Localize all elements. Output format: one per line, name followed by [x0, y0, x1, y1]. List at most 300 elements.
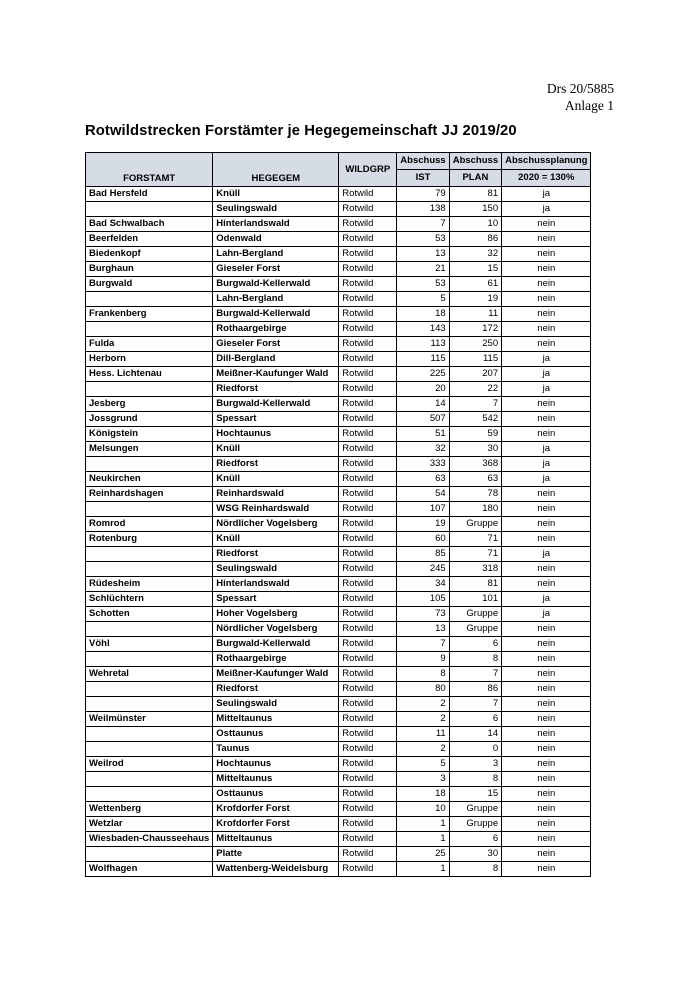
cell-hegegem: Hinterlandswald: [213, 577, 339, 592]
cell-abschuss-plan: 59: [449, 427, 501, 442]
cell-abschussplanung: ja: [502, 457, 591, 472]
cell-abschussplanung: nein: [502, 277, 591, 292]
cell-abschuss-plan: Gruppe: [449, 607, 501, 622]
table-row: [86, 547, 591, 562]
cell-abschuss-plan: 61: [449, 277, 501, 292]
cell-abschussplanung: nein: [502, 682, 591, 697]
cell-forstamt: Jesberg: [86, 397, 213, 412]
cell-forstamt: Neukirchen: [86, 472, 213, 487]
cell-abschussplanung: nein: [502, 577, 591, 592]
cell-abschussplanung: nein: [502, 262, 591, 277]
cell-wildgrp: Rotwild: [339, 472, 397, 487]
cell-abschussplanung: ja: [502, 367, 591, 382]
cell-hegegem: Mitteltaunus: [213, 772, 339, 787]
cell-wildgrp: Rotwild: [339, 292, 397, 307]
cell-wildgrp: Rotwild: [339, 202, 397, 217]
cell-forstamt: [86, 652, 213, 667]
table-row: [86, 577, 591, 592]
cell-hegegem: Seulingswald: [213, 562, 339, 577]
table-row: [86, 742, 591, 757]
cell-forstamt: [86, 382, 213, 397]
cell-abschuss-ist: 14: [397, 397, 449, 412]
cell-abschuss-ist: 18: [397, 307, 449, 322]
cell-abschuss-plan: 15: [449, 787, 501, 802]
cell-abschussplanung: ja: [502, 592, 591, 607]
cell-wildgrp: Rotwild: [339, 187, 397, 202]
cell-forstamt: [86, 727, 213, 742]
cell-abschuss-ist: 2: [397, 742, 449, 757]
cell-abschuss-ist: 2: [397, 697, 449, 712]
cell-abschuss-plan: 71: [449, 547, 501, 562]
table-row: [86, 697, 591, 712]
header-plan-bottom: PLAN: [449, 170, 501, 187]
cell-hegegem: Taunus: [213, 742, 339, 757]
cell-hegegem: Riedforst: [213, 682, 339, 697]
table-body: [86, 187, 591, 877]
cell-abschuss-ist: 105: [397, 592, 449, 607]
cell-abschuss-plan: 8: [449, 862, 501, 877]
cell-hegegem: Knüll: [213, 442, 339, 457]
cell-abschussplanung: nein: [502, 757, 591, 772]
cell-abschuss-plan: 150: [449, 202, 501, 217]
cell-hegegem: Odenwald: [213, 232, 339, 247]
cell-abschuss-plan: Gruppe: [449, 802, 501, 817]
cell-forstamt: Wettenberg: [86, 802, 213, 817]
cell-hegegem: Rothaargebirge: [213, 652, 339, 667]
cell-forstamt: [86, 682, 213, 697]
cell-forstamt: Bad Hersfeld: [86, 187, 213, 202]
cell-abschuss-plan: 115: [449, 352, 501, 367]
cell-hegegem: Burgwald-Kellerwald: [213, 637, 339, 652]
cell-abschussplanung: nein: [502, 247, 591, 262]
cell-abschuss-ist: 138: [397, 202, 449, 217]
cell-abschuss-plan: 81: [449, 187, 501, 202]
table-row: [86, 187, 591, 202]
table-row: [86, 517, 591, 532]
cell-forstamt: Schotten: [86, 607, 213, 622]
cell-wildgrp: Rotwild: [339, 577, 397, 592]
table-row: [86, 337, 591, 352]
cell-abschussplanung: ja: [502, 472, 591, 487]
cell-wildgrp: Rotwild: [339, 742, 397, 757]
cell-abschuss-plan: 7: [449, 667, 501, 682]
cell-abschuss-plan: 172: [449, 322, 501, 337]
cell-abschuss-ist: 1: [397, 832, 449, 847]
cell-hegegem: Platte: [213, 847, 339, 862]
table-row: [86, 277, 591, 292]
cell-hegegem: Burgwald-Kellerwald: [213, 397, 339, 412]
cell-hegegem: Rothaargebirge: [213, 322, 339, 337]
cell-abschuss-ist: 51: [397, 427, 449, 442]
cell-abschuss-plan: 207: [449, 367, 501, 382]
table-row: [86, 532, 591, 547]
cell-abschuss-ist: 13: [397, 622, 449, 637]
cell-wildgrp: Rotwild: [339, 337, 397, 352]
table-row: [86, 622, 591, 637]
cell-abschussplanung: nein: [502, 337, 591, 352]
cell-wildgrp: Rotwild: [339, 382, 397, 397]
cell-hegegem: Riedforst: [213, 457, 339, 472]
cell-abschuss-ist: 7: [397, 217, 449, 232]
cell-forstamt: Wetzlar: [86, 817, 213, 832]
cell-abschuss-plan: 11: [449, 307, 501, 322]
table-row: [86, 232, 591, 247]
cell-forstamt: Wolfhagen: [86, 862, 213, 877]
cell-abschussplanung: nein: [502, 697, 591, 712]
cell-forstamt: Frankenberg: [86, 307, 213, 322]
cell-wildgrp: Rotwild: [339, 622, 397, 637]
cell-abschussplanung: nein: [502, 652, 591, 667]
header-wildgrp: WILDGRP: [339, 153, 397, 187]
cell-abschuss-plan: 32: [449, 247, 501, 262]
cell-abschuss-plan: 8: [449, 652, 501, 667]
cell-wildgrp: Rotwild: [339, 442, 397, 457]
cell-abschussplanung: nein: [502, 517, 591, 532]
cell-forstamt: Melsungen: [86, 442, 213, 457]
cell-hegegem: Hinterlandswald: [213, 217, 339, 232]
cell-abschuss-plan: 86: [449, 232, 501, 247]
table-row: [86, 607, 591, 622]
table-row: [86, 502, 591, 517]
cell-wildgrp: Rotwild: [339, 757, 397, 772]
table-row: [86, 442, 591, 457]
cell-abschussplanung: ja: [502, 607, 591, 622]
cell-wildgrp: Rotwild: [339, 502, 397, 517]
cell-abschuss-plan: 250: [449, 337, 501, 352]
cell-wildgrp: Rotwild: [339, 547, 397, 562]
cell-abschuss-ist: 25: [397, 847, 449, 862]
table-header: [86, 153, 591, 187]
header-ist-top: Abschuss: [397, 153, 449, 170]
cell-hegegem: Lahn-Bergland: [213, 247, 339, 262]
table-row: [86, 427, 591, 442]
cell-forstamt: Wiesbaden-Chausseehaus: [86, 832, 213, 847]
table-row: [86, 862, 591, 877]
cell-abschussplanung: nein: [502, 727, 591, 742]
cell-abschuss-ist: 20: [397, 382, 449, 397]
cell-abschuss-ist: 5: [397, 292, 449, 307]
cell-abschuss-plan: Gruppe: [449, 622, 501, 637]
table-row: [86, 292, 591, 307]
cell-abschussplanung: nein: [502, 397, 591, 412]
cell-abschussplanung: nein: [502, 322, 591, 337]
cell-forstamt: [86, 322, 213, 337]
table-row: [86, 202, 591, 217]
cell-wildgrp: Rotwild: [339, 532, 397, 547]
cell-abschuss-ist: 2: [397, 712, 449, 727]
cell-forstamt: Weilrod: [86, 757, 213, 772]
cell-abschussplanung: nein: [502, 712, 591, 727]
cell-abschussplanung: nein: [502, 817, 591, 832]
cell-abschussplanung: nein: [502, 787, 591, 802]
cell-abschuss-plan: 101: [449, 592, 501, 607]
cell-hegegem: Wattenberg-Weidelsburg: [213, 862, 339, 877]
cell-wildgrp: Rotwild: [339, 592, 397, 607]
cell-forstamt: [86, 847, 213, 862]
cell-abschuss-plan: 30: [449, 442, 501, 457]
cell-abschussplanung: nein: [502, 802, 591, 817]
cell-wildgrp: Rotwild: [339, 862, 397, 877]
table-row: [86, 637, 591, 652]
cell-abschussplanung: ja: [502, 202, 591, 217]
cell-forstamt: Rotenburg: [86, 532, 213, 547]
cell-abschussplanung: ja: [502, 352, 591, 367]
cell-abschuss-ist: 9: [397, 652, 449, 667]
cell-wildgrp: Rotwild: [339, 247, 397, 262]
cell-abschuss-plan: 8: [449, 772, 501, 787]
cell-abschuss-ist: 113: [397, 337, 449, 352]
cell-hegegem: Hochtaunus: [213, 427, 339, 442]
table-row: [86, 322, 591, 337]
cell-abschuss-plan: 3: [449, 757, 501, 772]
cell-hegegem: Spessart: [213, 592, 339, 607]
cell-forstamt: [86, 787, 213, 802]
cell-forstamt: [86, 202, 213, 217]
cell-forstamt: Hess. Lichtenau: [86, 367, 213, 382]
cell-abschuss-plan: 0: [449, 742, 501, 757]
cell-wildgrp: Rotwild: [339, 457, 397, 472]
cell-abschussplanung: nein: [502, 562, 591, 577]
cell-abschussplanung: ja: [502, 382, 591, 397]
header-plan-top: Abschuss: [449, 153, 501, 170]
cell-forstamt: [86, 562, 213, 577]
cell-abschussplanung: nein: [502, 832, 591, 847]
cell-abschuss-plan: 542: [449, 412, 501, 427]
table-row: [86, 367, 591, 382]
table-row: [86, 712, 591, 727]
cell-abschuss-ist: 7: [397, 637, 449, 652]
cell-hegegem: Burgwald-Kellerwald: [213, 277, 339, 292]
header-forstamt: FORSTAMT: [86, 153, 213, 187]
cell-hegegem: Seulingswald: [213, 697, 339, 712]
cell-abschussplanung: nein: [502, 217, 591, 232]
cell-forstamt: [86, 457, 213, 472]
cell-abschuss-plan: 368: [449, 457, 501, 472]
cell-abschussplanung: ja: [502, 442, 591, 457]
cell-hegegem: Osttaunus: [213, 727, 339, 742]
table-row: [86, 562, 591, 577]
cell-abschuss-plan: 81: [449, 577, 501, 592]
table-row: [86, 817, 591, 832]
cell-abschuss-plan: 15: [449, 262, 501, 277]
cell-wildgrp: Rotwild: [339, 427, 397, 442]
cell-wildgrp: Rotwild: [339, 352, 397, 367]
cell-forstamt: Bad Schwalbach: [86, 217, 213, 232]
cell-forstamt: Wehretal: [86, 667, 213, 682]
cell-forstamt: Schlüchtern: [86, 592, 213, 607]
cell-abschussplanung: nein: [502, 307, 591, 322]
cell-hegegem: Burgwald-Kellerwald: [213, 307, 339, 322]
cell-abschuss-plan: 19: [449, 292, 501, 307]
cell-forstamt: [86, 622, 213, 637]
document-reference: [547, 80, 614, 114]
cell-hegegem: Reinhardswald: [213, 487, 339, 502]
cell-abschussplanung: ja: [502, 547, 591, 562]
cell-wildgrp: Rotwild: [339, 487, 397, 502]
cell-abschuss-plan: 7: [449, 397, 501, 412]
cell-abschuss-ist: 53: [397, 277, 449, 292]
cell-abschuss-ist: 107: [397, 502, 449, 517]
table-row: [86, 727, 591, 742]
cell-forstamt: Beerfelden: [86, 232, 213, 247]
cell-forstamt: [86, 742, 213, 757]
cell-abschuss-ist: 85: [397, 547, 449, 562]
cell-wildgrp: Rotwild: [339, 847, 397, 862]
cell-abschuss-plan: 22: [449, 382, 501, 397]
cell-abschuss-ist: 1: [397, 862, 449, 877]
cell-forstamt: [86, 772, 213, 787]
cell-abschuss-ist: 3: [397, 772, 449, 787]
cell-hegegem: Meißner-Kaufunger Wald: [213, 667, 339, 682]
cell-hegegem: Nördlicher Vogelsberg: [213, 622, 339, 637]
table-row: [86, 772, 591, 787]
cell-abschuss-ist: 5: [397, 757, 449, 772]
cell-wildgrp: Rotwild: [339, 307, 397, 322]
cell-abschussplanung: nein: [502, 742, 591, 757]
cell-abschuss-plan: 6: [449, 637, 501, 652]
table-row: [86, 802, 591, 817]
cell-abschussplanung: nein: [502, 532, 591, 547]
cell-abschuss-ist: 225: [397, 367, 449, 382]
cell-hegegem: Dill-Bergland: [213, 352, 339, 367]
cell-abschuss-ist: 8: [397, 667, 449, 682]
cell-abschussplanung: ja: [502, 187, 591, 202]
cell-hegegem: Meißner-Kaufunger Wald: [213, 367, 339, 382]
cell-forstamt: [86, 292, 213, 307]
cell-abschuss-plan: 86: [449, 682, 501, 697]
cell-abschussplanung: nein: [502, 292, 591, 307]
cell-hegegem: Hochtaunus: [213, 757, 339, 772]
cell-hegegem: Krofdorfer Forst: [213, 817, 339, 832]
cell-wildgrp: Rotwild: [339, 667, 397, 682]
cell-wildgrp: Rotwild: [339, 802, 397, 817]
cell-abschussplanung: nein: [502, 667, 591, 682]
cell-hegegem: Osttaunus: [213, 787, 339, 802]
cell-hegegem: Knüll: [213, 532, 339, 547]
cell-wildgrp: Rotwild: [339, 397, 397, 412]
cell-wildgrp: Rotwild: [339, 712, 397, 727]
cell-abschuss-plan: 180: [449, 502, 501, 517]
header-abschussplanung-bottom: 2020 = 130%: [502, 170, 591, 187]
cell-forstamt: Burgwald: [86, 277, 213, 292]
cell-abschussplanung: nein: [502, 232, 591, 247]
document-title: Rotwildstrecken Forstämter je Hegegemeinschaft JJ 2019/20: [85, 123, 517, 139]
cell-wildgrp: Rotwild: [339, 772, 397, 787]
cell-forstamt: Fulda: [86, 337, 213, 352]
cell-abschuss-plan: 7: [449, 697, 501, 712]
rotwild-table: [85, 152, 591, 877]
cell-abschussplanung: nein: [502, 622, 591, 637]
cell-abschuss-ist: 13: [397, 247, 449, 262]
cell-forstamt: Königstein: [86, 427, 213, 442]
cell-abschuss-ist: 34: [397, 577, 449, 592]
cell-hegegem: Riedforst: [213, 547, 339, 562]
cell-forstamt: Romrod: [86, 517, 213, 532]
cell-hegegem: Hoher Vogelsberg: [213, 607, 339, 622]
cell-abschuss-plan: 63: [449, 472, 501, 487]
cell-forstamt: [86, 502, 213, 517]
table-row: [86, 262, 591, 277]
cell-abschuss-plan: 6: [449, 712, 501, 727]
cell-abschuss-ist: 73: [397, 607, 449, 622]
cell-wildgrp: Rotwild: [339, 697, 397, 712]
cell-wildgrp: Rotwild: [339, 217, 397, 232]
table-row: [86, 472, 591, 487]
table-row: [86, 307, 591, 322]
table-row: [86, 757, 591, 772]
cell-forstamt: [86, 547, 213, 562]
cell-wildgrp: Rotwild: [339, 652, 397, 667]
cell-abschuss-ist: 11: [397, 727, 449, 742]
cell-forstamt: Vöhl: [86, 637, 213, 652]
cell-forstamt: Burghaun: [86, 262, 213, 277]
cell-hegegem: Spessart: [213, 412, 339, 427]
cell-abschuss-ist: 245: [397, 562, 449, 577]
cell-abschuss-plan: 6: [449, 832, 501, 847]
header-abschussplanung-top: Abschussplanung: [502, 153, 591, 170]
cell-abschussplanung: nein: [502, 847, 591, 862]
cell-abschussplanung: nein: [502, 637, 591, 652]
cell-hegegem: WSG Reinhardswald: [213, 502, 339, 517]
cell-abschuss-ist: 63: [397, 472, 449, 487]
cell-abschuss-ist: 79: [397, 187, 449, 202]
cell-wildgrp: Rotwild: [339, 562, 397, 577]
table-row: [86, 682, 591, 697]
cell-wildgrp: Rotwild: [339, 787, 397, 802]
cell-abschussplanung: nein: [502, 862, 591, 877]
cell-wildgrp: Rotwild: [339, 637, 397, 652]
table-row: [86, 832, 591, 847]
cell-abschuss-ist: 18: [397, 787, 449, 802]
table-row: [86, 412, 591, 427]
drucksache-number: Drs 20/5885: [546, 81, 614, 96]
table-row: [86, 667, 591, 682]
cell-abschuss-ist: 333: [397, 457, 449, 472]
cell-abschuss-ist: 1: [397, 817, 449, 832]
cell-wildgrp: Rotwild: [339, 682, 397, 697]
cell-abschuss-ist: 53: [397, 232, 449, 247]
cell-abschuss-ist: 507: [397, 412, 449, 427]
cell-wildgrp: Rotwild: [339, 412, 397, 427]
cell-abschuss-ist: 32: [397, 442, 449, 457]
cell-abschuss-ist: 19: [397, 517, 449, 532]
table-row: [86, 352, 591, 367]
header-hegegem: HEGEGEM: [213, 153, 339, 187]
cell-hegegem: Knüll: [213, 187, 339, 202]
cell-wildgrp: Rotwild: [339, 367, 397, 382]
cell-forstamt: Jossgrund: [86, 412, 213, 427]
cell-abschuss-ist: 115: [397, 352, 449, 367]
cell-hegegem: Mitteltaunus: [213, 712, 339, 727]
cell-abschuss-ist: 80: [397, 682, 449, 697]
cell-hegegem: Seulingswald: [213, 202, 339, 217]
cell-hegegem: Gieseler Forst: [213, 262, 339, 277]
cell-hegegem: Mitteltaunus: [213, 832, 339, 847]
cell-forstamt: Weilmünster: [86, 712, 213, 727]
cell-wildgrp: Rotwild: [339, 727, 397, 742]
cell-forstamt: Reinhardshagen: [86, 487, 213, 502]
cell-hegegem: Nördlicher Vogelsberg: [213, 517, 339, 532]
cell-wildgrp: Rotwild: [339, 817, 397, 832]
cell-abschussplanung: nein: [502, 412, 591, 427]
cell-abschuss-ist: 54: [397, 487, 449, 502]
cell-wildgrp: Rotwild: [339, 832, 397, 847]
cell-abschussplanung: nein: [502, 487, 591, 502]
cell-wildgrp: Rotwild: [339, 262, 397, 277]
cell-forstamt: Rüdesheim: [86, 577, 213, 592]
table-row: [86, 217, 591, 232]
table-row: [86, 247, 591, 262]
